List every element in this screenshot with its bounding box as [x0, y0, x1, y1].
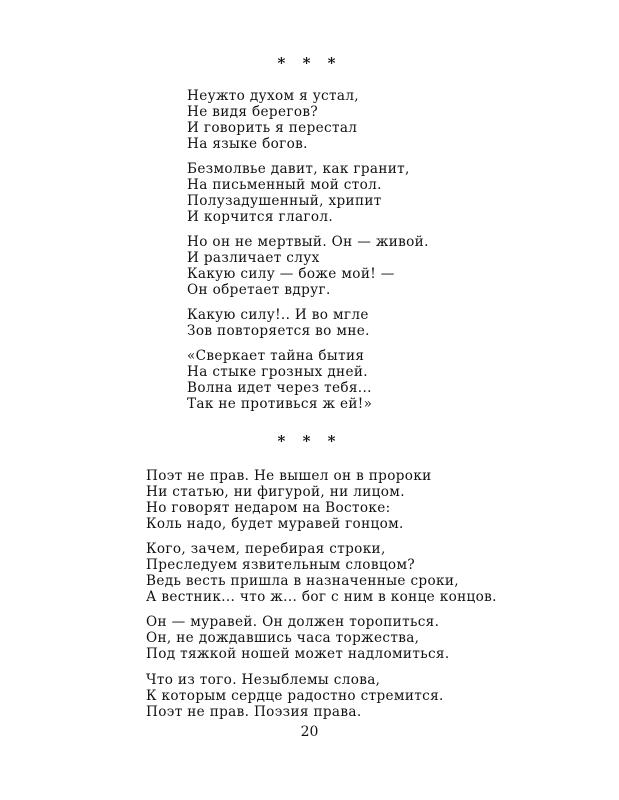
poem-line: К которым сердце радостно стремится. — [146, 688, 444, 704]
poem-2-stanza-2 — [146, 541, 497, 605]
poem-line: На письменный мой стол. — [187, 177, 382, 193]
poem-line: Поэт не прав. Поэзия права. — [146, 704, 362, 720]
poem-line: И говорить я перестал — [187, 120, 358, 136]
poem-line: А вестник... что ж... бог с ним в конце концов. — [146, 589, 497, 605]
poem-2-stanza-1 — [146, 468, 432, 532]
poem-line: Преследуем язвительным словцом? — [146, 557, 416, 573]
poem-1-separator: * * * — [277, 54, 342, 72]
poem-line: Что из того. Незыблемы слова, — [146, 672, 381, 688]
poem-line: Неужто духом я устал, — [187, 88, 359, 104]
poem-1-stanza-2 — [187, 161, 410, 225]
poem-1-stanza-3 — [187, 234, 429, 298]
poem-1-stanza-5 — [187, 348, 372, 412]
poem-line: Какую силу — боже мой! — — [187, 266, 395, 282]
poem-line: Коль надо, будет муравей гонцом. — [146, 516, 404, 532]
poem-line: Зов повторяется во мне. — [187, 323, 370, 339]
poem-line: Поэт не прав. Не вышел он в пророки — [146, 468, 432, 484]
poem-2-stanza-4 — [146, 672, 444, 720]
poem-line: Под тяжкой ношей может надломиться. — [146, 646, 450, 662]
poem-line: Ведь весть пришла в назначенные сроки, — [146, 573, 459, 589]
poem-line: На языке богов. — [187, 136, 308, 152]
poem-2-stanza-3 — [146, 614, 450, 662]
poem-line: «Сверкает тайна бытия — [187, 348, 365, 364]
poem-line: Но он не мертвый. Он — живой. — [187, 234, 429, 250]
poem-line: И корчится глагол. — [187, 209, 334, 225]
poem-line: Он — муравей. Он должен торопиться. — [146, 614, 440, 630]
page-number: 20 — [300, 724, 319, 740]
poem-line: Полузадушенный, хрипит — [187, 193, 382, 209]
poem-line: На стыке грозных дней. — [187, 364, 368, 380]
poem-line: Какую силу!.. И во мгле — [187, 307, 369, 323]
poem-line: Так не противься ж ей!» — [187, 396, 373, 412]
poem-line: Он, не дождавшись часа торжества, — [146, 630, 420, 646]
poem-1-stanza-1 — [187, 88, 359, 152]
poem-line: Безмолвье давит, как гранит, — [187, 161, 410, 177]
poem-line: Он обретает вдруг. — [187, 282, 331, 298]
poem-1-stanza-4 — [187, 307, 370, 339]
poem-line: Кого, зачем, перебирая строки, — [146, 541, 386, 557]
poem-line: Не видя берегов? — [187, 104, 319, 120]
poem-line: Волна идет через тебя... — [187, 380, 372, 396]
poem-line: Ни статью, ни фигурой, ни лицом. — [146, 484, 405, 500]
poem-2-separator: * * * — [277, 432, 342, 450]
poem-line: И различает слух — [187, 250, 320, 266]
poem-line: Но говорят недаром на Востоке: — [146, 500, 391, 516]
